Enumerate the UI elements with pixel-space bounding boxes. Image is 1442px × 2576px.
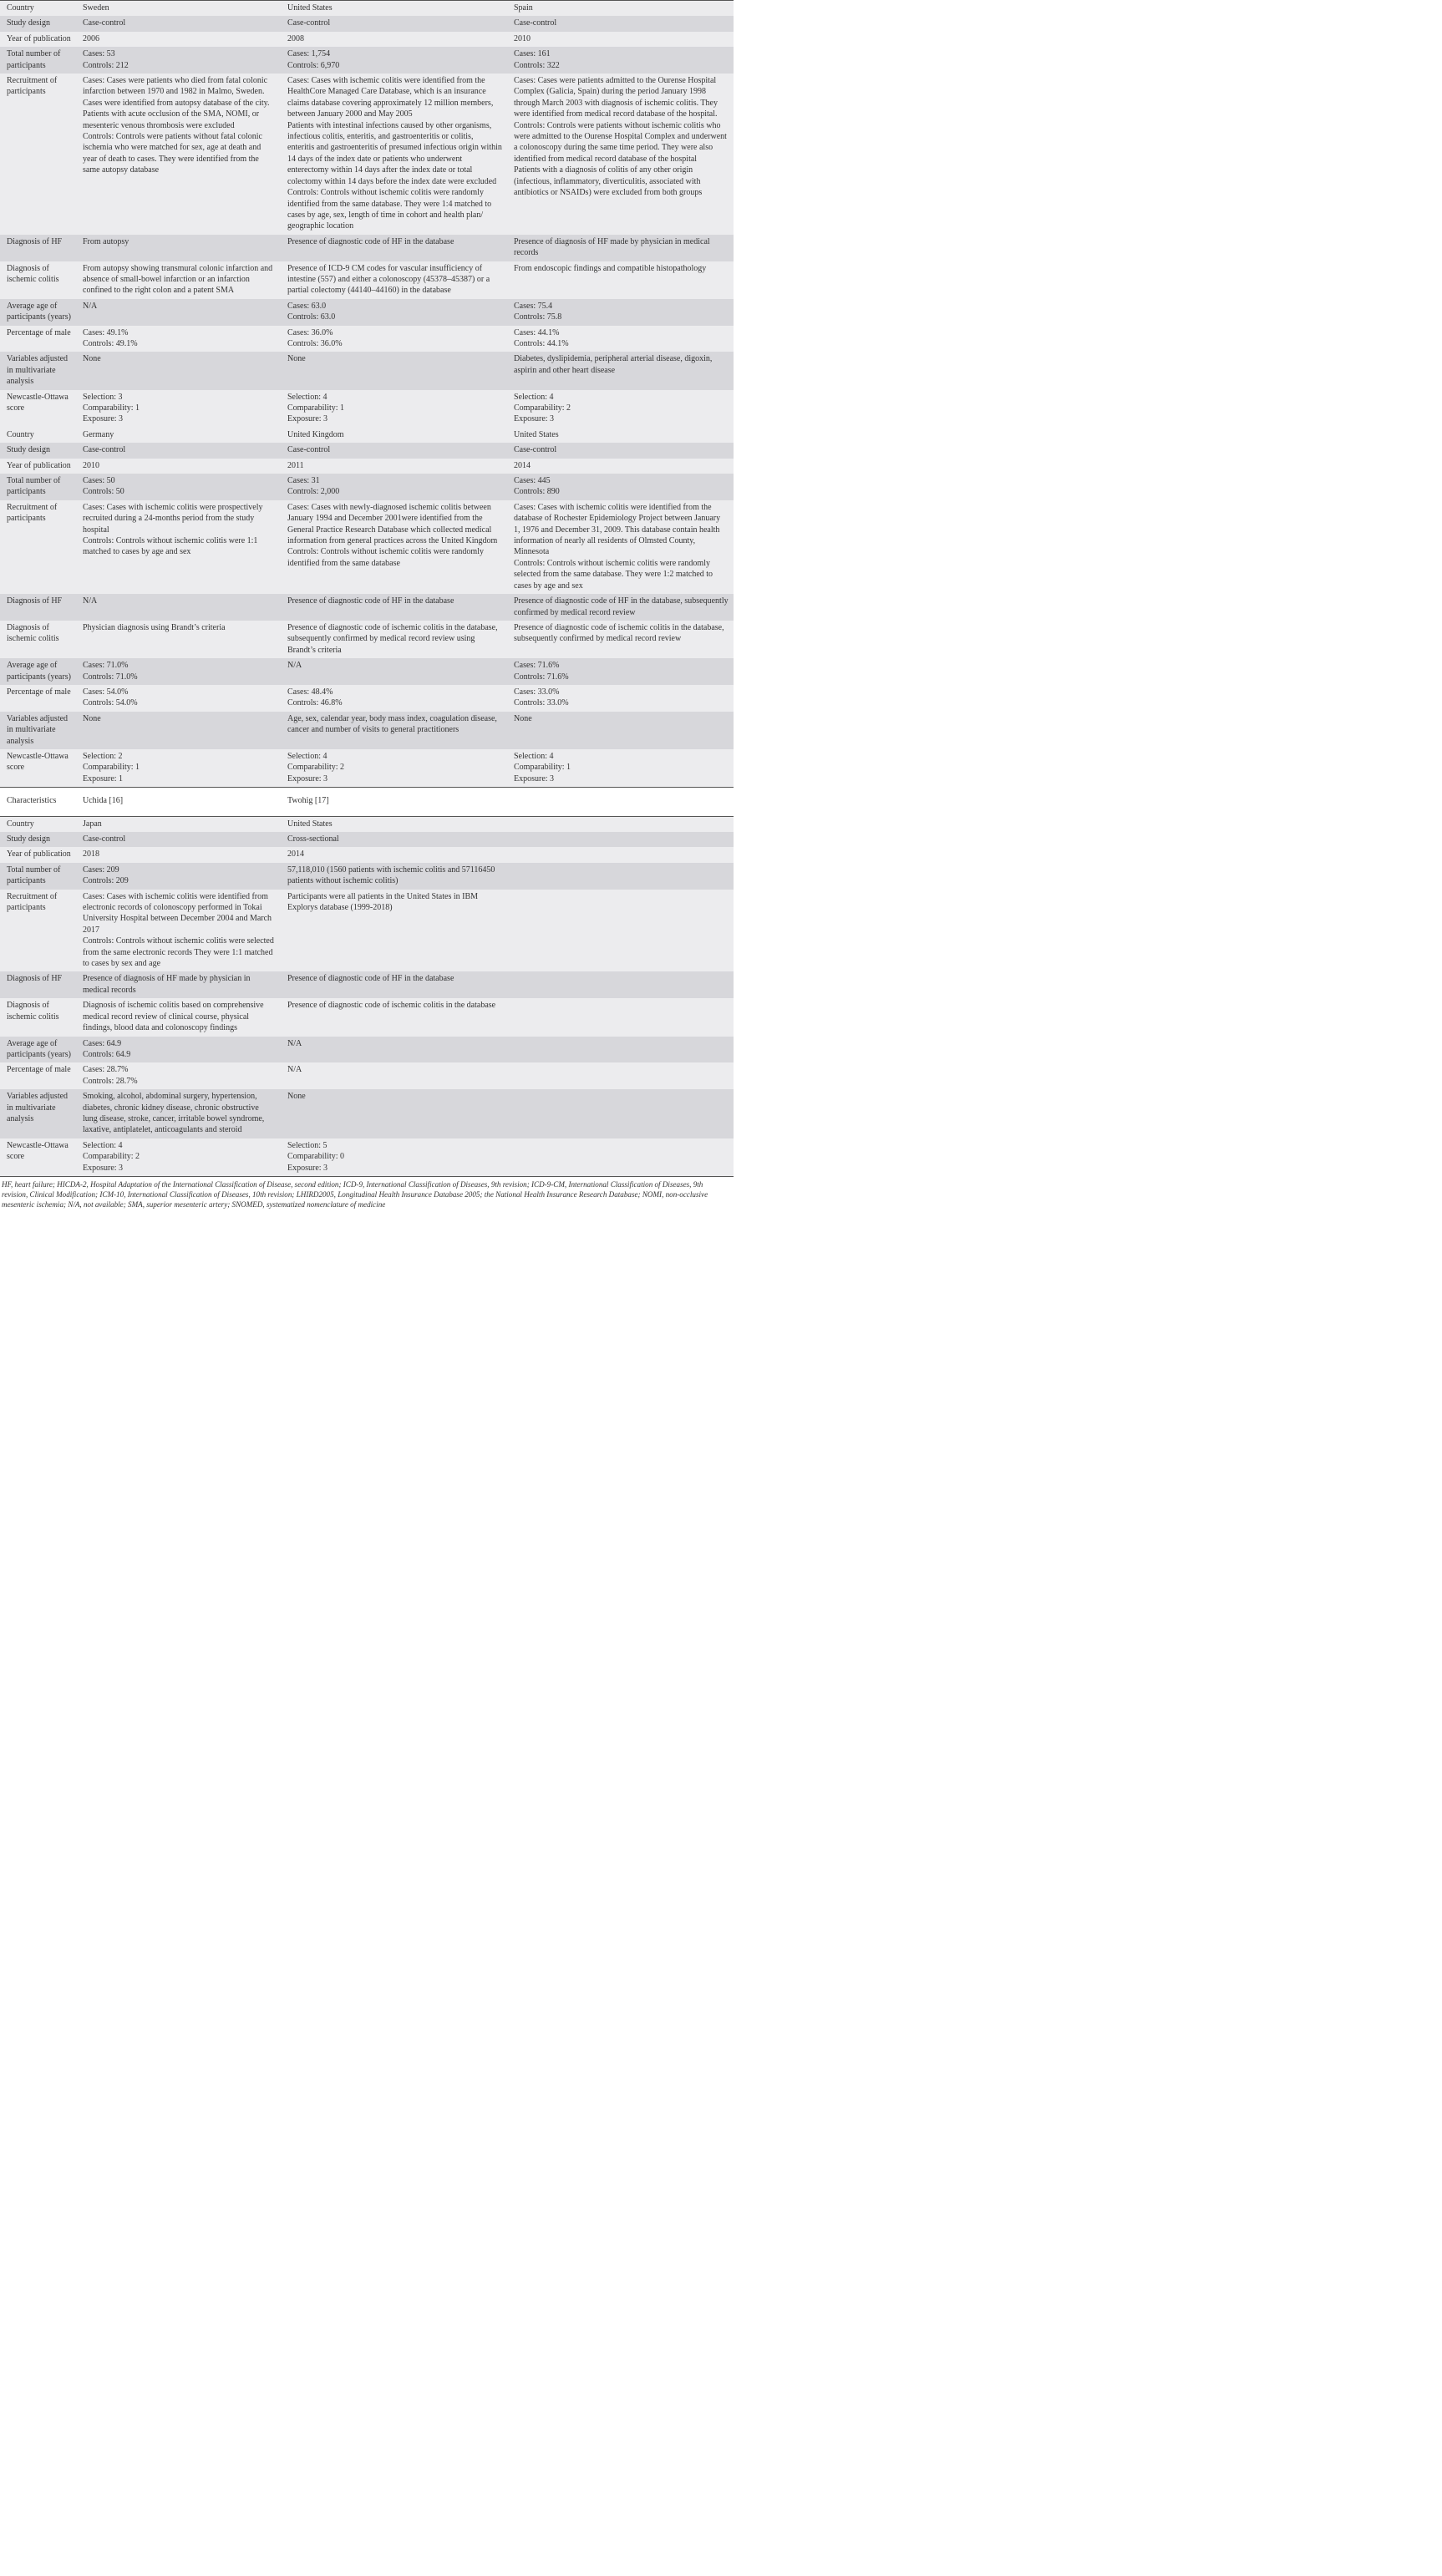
table-cell: None: [281, 1089, 507, 1138]
row-label: Variables adjusted in multivariate analysis: [0, 1089, 76, 1138]
table-cell: Selection: 4 Comparability: 1 Exposure: 3: [281, 390, 507, 428]
table-cell: [507, 998, 734, 1036]
country-cell: United States: [281, 816, 507, 832]
table-cell: Presence of diagnostic code of ischemic colitis in the database, subsequently confirmed by medical record review: [507, 621, 734, 658]
row-label: Recruitment of participants: [0, 500, 76, 594]
table-cell: Presence of diagnostic code of HF in the database: [281, 971, 507, 998]
table-row: [0, 832, 734, 847]
table-cell: Smoking, alcohol, abdominal surgery, hypertension, diabetes, chronic kidney disease, chronic obstructive lung disease, stroke, cancer, irritable bowel syndrome, laxative, antiplatelet, anticoagulants and steroid: [76, 1089, 281, 1138]
table-cell: Cases: 49.1% Controls: 49.1%: [76, 326, 281, 352]
table-cell: Selection: 5 Comparability: 0 Exposure: 3: [281, 1138, 507, 1176]
table-cell: 2006: [76, 32, 281, 47]
table-cell: None: [76, 352, 281, 389]
row-label: Recruitment of participants: [0, 74, 76, 235]
table-row: [0, 459, 734, 474]
table-cell: Selection: 3 Comparability: 1 Exposure: 3: [76, 390, 281, 428]
row-label: Country: [0, 816, 76, 832]
row-label: Study design: [0, 832, 76, 847]
table-cell: Cases: 28.7% Controls: 28.7%: [76, 1062, 281, 1089]
table-cell: Diagnosis of ischemic colitis based on comprehensive medical record review of clinical course, physical findings, blood data and colonoscopy findings: [76, 998, 281, 1036]
table-cell: Case-control: [507, 16, 734, 31]
table-cell: Cases: Cases with ischemic colitis were prospectively recruited during a 24-months period from the study hospital Controls: Controls without ischemic colitis were 1:1 matched to cases by age and sex: [76, 500, 281, 594]
table-cell: N/A: [281, 1037, 507, 1063]
table-row: [0, 971, 734, 998]
row-label: Recruitment of participants: [0, 890, 76, 972]
table-cell: Presence of ICD-9 CM codes for vascular insufficiency of intestine (557) and either a colonoscopy (45378–45387) or a partial colectomy (44140–44160) in the database: [281, 261, 507, 299]
table-cell: Selection: 4 Comparability: 1 Exposure: 3: [507, 749, 734, 788]
country-cell: United States: [281, 1, 507, 17]
table-cell: Case-control: [76, 16, 281, 31]
table-cell: 2010: [507, 32, 734, 47]
table-row: [0, 594, 734, 621]
table-row: [0, 500, 734, 594]
table-row: [0, 47, 734, 74]
study-reference: [507, 788, 734, 816]
table-cell: Cases: 33.0% Controls: 33.0%: [507, 685, 734, 712]
table-cell: N/A: [281, 1062, 507, 1089]
row-label: Newcastle-Ottawa score: [0, 390, 76, 428]
table-cell: [507, 1037, 734, 1063]
table-cell: Cases: 48.4% Controls: 46.8%: [281, 685, 507, 712]
study-reference: Twohig [17]: [281, 788, 507, 816]
table-cell: Cases: 71.0% Controls: 71.0%: [76, 658, 281, 685]
row-label: Country: [0, 1, 76, 17]
table-row: [0, 390, 734, 428]
table-cell: Case-control: [76, 832, 281, 847]
table-row: [0, 299, 734, 326]
table-cell: Selection: 2 Comparability: 1 Exposure: 1: [76, 749, 281, 788]
country-row: [0, 816, 734, 832]
table-row: [0, 685, 734, 712]
country-cell: Sweden: [76, 1, 281, 17]
row-label: Newcastle-Ottawa score: [0, 1138, 76, 1176]
table-cell: Cases: 64.9 Controls: 64.9: [76, 1037, 281, 1063]
table-row: [0, 474, 734, 500]
table-cell: Selection: 4 Comparability: 2 Exposure: 3: [281, 749, 507, 788]
table-cell: Case-control: [76, 443, 281, 458]
table-cell: From autopsy showing transmural colonic infarction and absence of small-bowel infarction or an infarction confined to the right colon and a patent SMA: [76, 261, 281, 299]
table-cell: Diabetes, dyslipidemia, peripheral arterial disease, digoxin, aspirin and other heart disease: [507, 352, 734, 389]
country-cell: Japan: [76, 816, 281, 832]
table-cell: Cases: 1,754 Controls: 6,970: [281, 47, 507, 74]
table-cell: From endoscopic findings and compatible histopathology: [507, 261, 734, 299]
table-cell: [507, 863, 734, 890]
table-cell: [507, 1089, 734, 1138]
table-cell: [507, 971, 734, 998]
table-cell: [507, 847, 734, 862]
country-row: [0, 1, 734, 17]
table-cell: Cases: 161 Controls: 322: [507, 47, 734, 74]
table-row: [0, 32, 734, 47]
table-cell: 2011: [281, 459, 507, 474]
row-label: Diagnosis of HF: [0, 594, 76, 621]
table-row: [0, 658, 734, 685]
row-label: Diagnosis of ischemic colitis: [0, 621, 76, 658]
table-cell: Cases: 445 Controls: 890: [507, 474, 734, 500]
table-cell: Presence of diagnostic code of ischemic colitis in the database, subsequently confirmed by medical record review using Brandt’s criteria: [281, 621, 507, 658]
table-cell: [507, 890, 734, 972]
table-cell: 2010: [76, 459, 281, 474]
table-cell: Presence of diagnosis of HF made by physician in medical records: [76, 971, 281, 998]
table-cell: Cases: Cases with ischemic colitis were identified from electronic records of colonoscopy performed in Tokai University Hospital between December 2004 and March 2017 Controls: Controls without ischemic colitis were selected from the same electronic records They were 1:1 matched to cases by sex and age: [76, 890, 281, 972]
row-label: Average age of participants (years): [0, 658, 76, 685]
country-cell: United Kingdom: [281, 428, 507, 443]
characteristics-label: Characteristics: [0, 788, 76, 816]
table-row: [0, 749, 734, 788]
table-cell: None: [281, 352, 507, 389]
table-row: [0, 74, 734, 235]
row-label: Total number of participants: [0, 863, 76, 890]
table-cell: Cases: Cases with ischemic colitis were identified from the database of Rochester Epidemiology Project between January 1, 1976 and December 31, 2009. This database contain health information of nearly all residents of Olmsted County, Minnesota Controls: Controls without ischemic colitis were randomly selected from the same database. They were 1:2 matched to cases by age and sex: [507, 500, 734, 594]
country-cell: United States: [507, 428, 734, 443]
table-cell: Cases: 31 Controls: 2,000: [281, 474, 507, 500]
table-cell: Cases: Cases were patients admitted to the Ourense Hospital Complex (Galicia, Spain) during the period January 1998 through March 2003 with diagnosis of ischemic colitis. They were identified from medical record database of the hospital. Controls: Controls were patients without ischemic colitis who were admitted to the Ourense Hospital Complex and underwent a colonoscopy during the same time period. They were also identified from medical record database of the hospital Patients with a diagnosis of colitis of any other origin (infectious, inflammatory, diverticulitis, associated with antibiotics or NSAIDs) were excluded from both groups: [507, 74, 734, 235]
table-cell: N/A: [281, 658, 507, 685]
table-cell: Presence of diagnosis of HF made by physician in medical records: [507, 235, 734, 261]
row-label: Diagnosis of HF: [0, 235, 76, 261]
row-label: Percentage of male: [0, 326, 76, 352]
table-row: [0, 847, 734, 862]
table-cell: Case-control: [507, 443, 734, 458]
table-cell: 57,118,010 (1560 patients with ischemic colitis and 57116450 patients without ischemic colitis): [281, 863, 507, 890]
row-label: Country: [0, 428, 76, 443]
table-cell: Presence of diagnostic code of HF in the database: [281, 594, 507, 621]
row-label: Year of publication: [0, 459, 76, 474]
row-label: Year of publication: [0, 847, 76, 862]
country-cell: Germany: [76, 428, 281, 443]
table-cell: N/A: [76, 299, 281, 326]
country-cell: Spain: [507, 1, 734, 17]
table-cell: 2014: [281, 847, 507, 862]
table-cell: Cases: 209 Controls: 209: [76, 863, 281, 890]
row-label: Percentage of male: [0, 685, 76, 712]
table-cell: [507, 1062, 734, 1089]
row-label: Diagnosis of ischemic colitis: [0, 998, 76, 1036]
table-cell: [507, 1138, 734, 1176]
row-label: Year of publication: [0, 32, 76, 47]
table-cell: Physician diagnosis using Brandt’s criteria: [76, 621, 281, 658]
row-label: Diagnosis of HF: [0, 971, 76, 998]
table-cell: Cases: 71.6% Controls: 71.6%: [507, 658, 734, 685]
table-row: [0, 621, 734, 658]
table-row: [0, 235, 734, 261]
table-cell: None: [507, 712, 734, 749]
table-cell: Age, sex, calendar year, body mass index, coagulation disease, cancer and number of visits to general practitioners: [281, 712, 507, 749]
table-cell: Selection: 4 Comparability: 2 Exposure: 3: [507, 390, 734, 428]
table-cell: Cases: Cases were patients who died from fatal colonic infarction between 1970 and 1982 in Malmo, Sweden. Cases were identified from autopsy database of the city. Patients with acute occlusion of the SMA, NOMI, or mesenteric venous thrombosis were excluded Controls: Controls were patients without fatal colonic ischemia who were matched for sex, age at death and year of death to cases. They were identified from the same autopsy database: [76, 74, 281, 235]
table-cell: Case-control: [281, 16, 507, 31]
table-row: [0, 1138, 734, 1176]
table-cell: Case-control: [281, 443, 507, 458]
table-cell: 2018: [76, 847, 281, 862]
table-row: [0, 326, 734, 352]
table-row: [0, 1037, 734, 1063]
table-row: [0, 16, 734, 31]
table-footnote: HF, heart failure; HICDA-2, Hospital Adaptation of the International Classification of Disease, second edition; ICD-9, International Classification of Diseases, 9th revision; ICD-9-CM, International Classification of Diseases, 9th revision, Clinical Modification; ICM-10, International Classification of Diseases, 10th revision; LHIRD2005, Longitudinal Health Insurance Database 2005; the National Health Insurance Research Database; NOMI, non-occlusive mesenteric ischemia; N/A, not available; SMA, superior mesenteric artery; SNOMED, systematized nomenclature of medicine: [0, 1176, 734, 1211]
row-label: Diagnosis of ischemic colitis: [0, 261, 76, 299]
table-row: [0, 261, 734, 299]
table-row: [0, 352, 734, 389]
table-cell: Cases: 44.1% Controls: 44.1%: [507, 326, 734, 352]
table-row: [0, 443, 734, 458]
table-cell: Cases: 63.0 Controls: 63.0: [281, 299, 507, 326]
table-cell: Cases: Cases with ischemic colitis were identified from the HealthCore Managed Care Database, which is an insurance claims database covering approximately 12 million members, between January 2000 and May 2005 Patients with intestinal infections caused by other organisms, infectious colitis, enteritis, and gastroenteritis or colitis, enteritis and gastroenteritis of presumed infectious origin within 14 days of the index date or patients who underwent enterectomy within 14 days after the index date or total colectomy within 14 days before the index date were excluded Controls: Controls without ischemic colitis were randomly identified from the same database. They were 1:4 matched to cases by age, sex, length of time in cohort and health plan/ geographic location: [281, 74, 507, 235]
table-cell: 2008: [281, 32, 507, 47]
characteristics-table: [0, 0, 734, 1176]
row-label: Study design: [0, 443, 76, 458]
table-cell: Cases: 50 Controls: 50: [76, 474, 281, 500]
table-cell: Cases: 53 Controls: 212: [76, 47, 281, 74]
row-label: Study design: [0, 16, 76, 31]
table-row: [0, 863, 734, 890]
row-label: Total number of participants: [0, 474, 76, 500]
row-label: Average age of participants (years): [0, 299, 76, 326]
table-row: [0, 890, 734, 972]
row-label: Variables adjusted in multivariate analysis: [0, 712, 76, 749]
row-label: Variables adjusted in multivariate analysis: [0, 352, 76, 389]
table-cell: [507, 832, 734, 847]
table-cell: Cases: 75.4 Controls: 75.8: [507, 299, 734, 326]
row-label: Percentage of male: [0, 1062, 76, 1089]
table-cell: None: [76, 712, 281, 749]
table-row: [0, 1089, 734, 1138]
row-label: Newcastle-Ottawa score: [0, 749, 76, 788]
characteristics-header-row: [0, 788, 734, 816]
table-cell: Presence of diagnostic code of ischemic colitis in the database: [281, 998, 507, 1036]
table-cell: Cases: Cases with newly-diagnosed ischemic colitis between January 1994 and December 2001were identified from the General Practice Research Database which collected medical information from general practices across the United Kingdom Controls: Controls without ischemic colitis were randomly identified from the same database: [281, 500, 507, 594]
table-cell: Presence of diagnostic code of HF in the database: [281, 235, 507, 261]
table-cell: From autopsy: [76, 235, 281, 261]
country-row: [0, 428, 734, 443]
table-cell: Cases: 36.0% Controls: 36.0%: [281, 326, 507, 352]
country-cell: [507, 816, 734, 832]
table-cell: Participants were all patients in the United States in IBM Explorys database (1999-2018): [281, 890, 507, 972]
table-cell: Selection: 4 Comparability: 2 Exposure: 3: [76, 1138, 281, 1176]
table-body: [0, 1, 734, 1176]
table-cell: Cases: 54.0% Controls: 54.0%: [76, 685, 281, 712]
table-row: [0, 998, 734, 1036]
table-cell: N/A: [76, 594, 281, 621]
table-cell: Cross-sectional: [281, 832, 507, 847]
table-row: [0, 1062, 734, 1089]
table-cell: Presence of diagnostic code of HF in the database, subsequently confirmed by medical record review: [507, 594, 734, 621]
row-label: Average age of participants (years): [0, 1037, 76, 1063]
table-cell: 2014: [507, 459, 734, 474]
table-row: [0, 712, 734, 749]
study-reference: Uchida [16]: [76, 788, 281, 816]
row-label: Total number of participants: [0, 47, 76, 74]
